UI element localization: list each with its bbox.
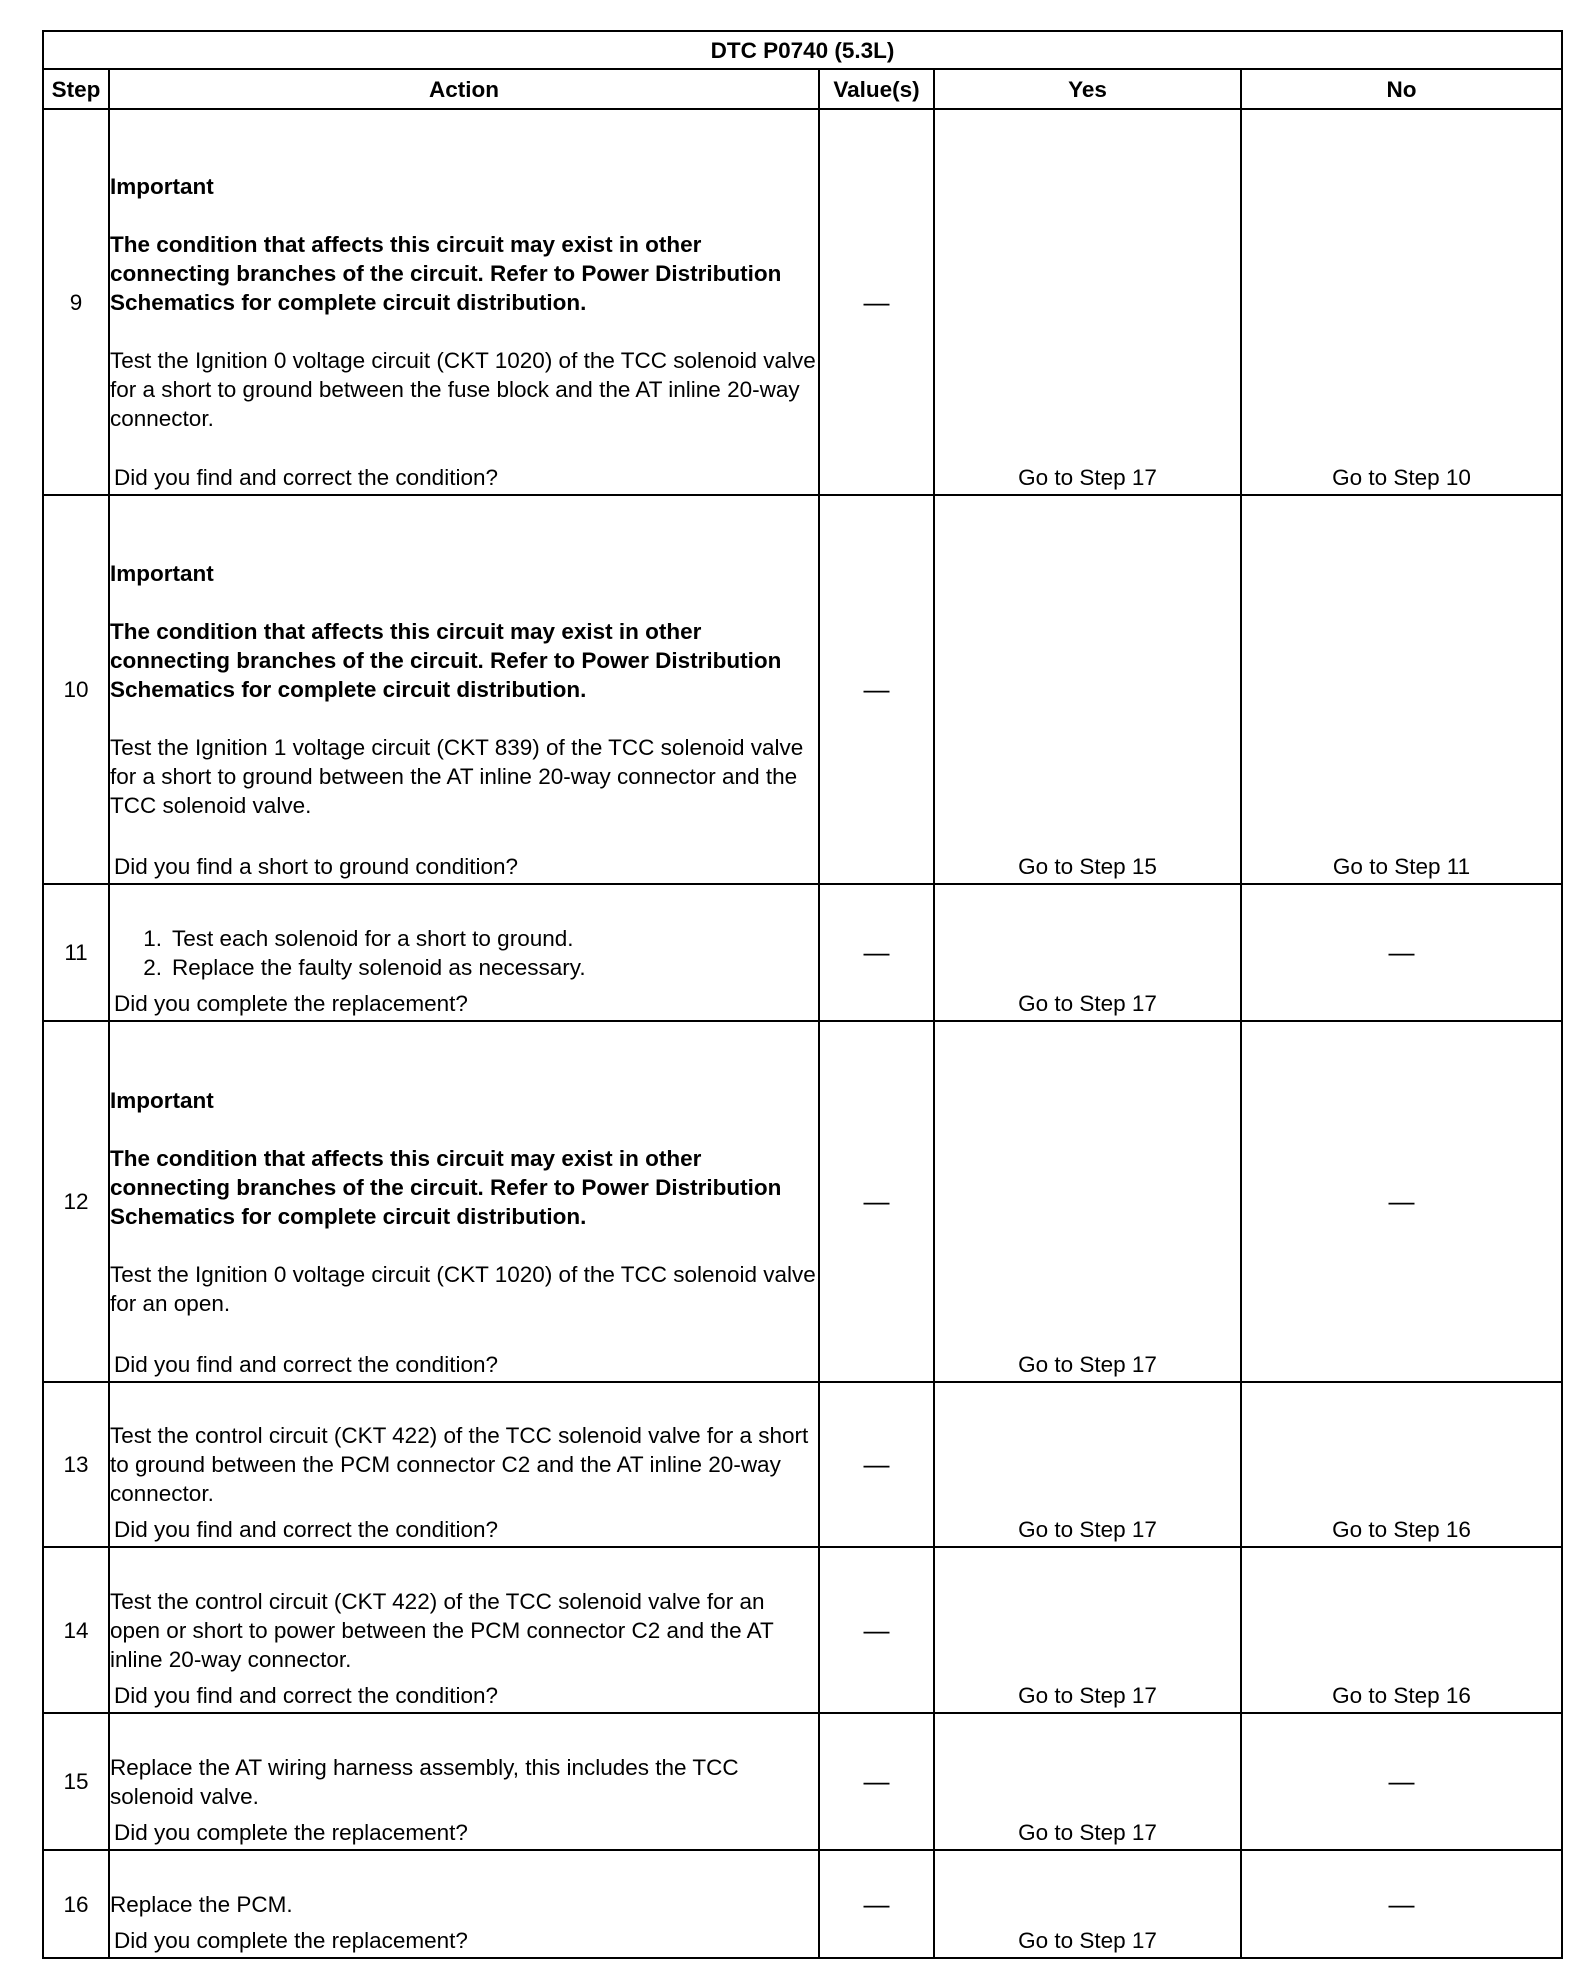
step-number: 15 bbox=[43, 1713, 109, 1850]
no-cell bbox=[1241, 109, 1562, 495]
important-text: The condition that affects this circuit may exist in other connecting branches of the circuit. Refer to Power Distribution Schematics for complete circuit distribution. bbox=[110, 1145, 782, 1229]
value-cell: — bbox=[819, 1713, 934, 1850]
action-cell bbox=[109, 1547, 819, 1713]
important-text: The condition that affects this circuit may exist in other connecting branches of the circuit. Refer to Power Distribution Schematics for complete circuit distribution. bbox=[110, 619, 782, 702]
action-question: Did you find and correct the condition? bbox=[114, 1517, 498, 1542]
step-number: 9 bbox=[43, 109, 109, 495]
list-item: 1. Test each solenoid for a short to ground. bbox=[143, 925, 574, 951]
action-text: Test the control circuit (CKT 422) of the TCC solenoid valve for a short to ground between the PCM connector C2 and the AT inline 20-way connector. bbox=[110, 1423, 809, 1506]
value-cell: — bbox=[819, 495, 934, 884]
step-number: 12 bbox=[43, 1021, 109, 1382]
col-header-action: Action bbox=[109, 69, 819, 109]
col-header-yes: Yes bbox=[934, 69, 1241, 109]
action-text: Replace the AT wiring harness assembly, this includes the TCC solenoid valve. bbox=[110, 1754, 739, 1809]
table-row bbox=[43, 1850, 1562, 1958]
action-cell bbox=[109, 109, 819, 495]
header-row bbox=[43, 69, 1562, 109]
no-cell: — bbox=[1241, 1850, 1562, 1958]
yes-link: Go to Step 15 bbox=[1018, 854, 1157, 879]
action-cell bbox=[109, 1713, 819, 1850]
table-row bbox=[43, 1713, 1562, 1850]
table-row bbox=[43, 1021, 1562, 1382]
no-cell bbox=[1241, 1547, 1562, 1713]
yes-cell bbox=[934, 1382, 1241, 1547]
value-cell: — bbox=[819, 1547, 934, 1713]
yes-link: Go to Step 17 bbox=[1018, 1928, 1157, 1953]
value-cell: — bbox=[819, 884, 934, 1021]
action-text: Test the Ignition 1 voltage circuit (CKT 839) of the TCC solenoid valve for a short to ground between the AT inline 20-way connector and the TCC solenoid valve. bbox=[110, 735, 804, 818]
yes-cell bbox=[934, 109, 1241, 495]
yes-cell bbox=[934, 1713, 1241, 1850]
action-question: Did you complete the replacement? bbox=[114, 1928, 468, 1953]
yes-cell bbox=[934, 1021, 1241, 1382]
table-row bbox=[43, 1382, 1562, 1547]
no-link: Go to Step 10 bbox=[1332, 465, 1471, 490]
table-row bbox=[43, 109, 1562, 495]
table-row bbox=[43, 495, 1562, 884]
yes-cell bbox=[934, 1547, 1241, 1713]
value-cell: — bbox=[819, 1382, 934, 1547]
action-cell bbox=[109, 1850, 819, 1958]
important-label: Important bbox=[110, 1087, 214, 1113]
important-label: Important bbox=[110, 561, 214, 586]
step-number: 13 bbox=[43, 1382, 109, 1547]
action-cell bbox=[109, 1382, 819, 1547]
yes-link: Go to Step 17 bbox=[1018, 1352, 1157, 1377]
yes-cell bbox=[934, 1850, 1241, 1958]
yes-cell bbox=[934, 884, 1241, 1021]
step-number: 11 bbox=[43, 884, 109, 1021]
action-cell bbox=[109, 495, 819, 884]
list-item: 2. Replace the faulty solenoid as necessary. bbox=[143, 954, 586, 980]
action-question: Did you find and correct the condition? bbox=[114, 465, 498, 490]
yes-link: Go to Step 17 bbox=[1018, 1820, 1157, 1845]
yes-cell bbox=[934, 495, 1241, 884]
action-text: Test the control circuit (CKT 422) of the TCC solenoid valve for an open or short to power between the PCM connector C2 and the AT inline 20-way connector. bbox=[110, 1588, 774, 1672]
step-number: 14 bbox=[43, 1547, 109, 1713]
action-question: Did you find and correct the condition? bbox=[114, 1683, 498, 1708]
important-text: The condition that affects this circuit may exist in other connecting branches of the circuit. Refer to Power Distribution Schematics for complete circuit distribution. bbox=[110, 231, 782, 315]
no-cell bbox=[1241, 1382, 1562, 1547]
yes-link: Go to Step 17 bbox=[1018, 465, 1157, 490]
action-text: Test the Ignition 0 voltage circuit (CKT 1020) of the TCC solenoid valve for an open. bbox=[110, 1261, 816, 1316]
col-header-no: No bbox=[1241, 69, 1562, 109]
action-text: Test the Ignition 0 voltage circuit (CKT 1020) of the TCC solenoid valve for a short to ground between the fuse block and the AT inline 20-way connector. bbox=[110, 347, 816, 431]
step-number: 10 bbox=[43, 495, 109, 884]
no-cell: — bbox=[1241, 1021, 1562, 1382]
col-header-values: Value(s) bbox=[819, 69, 934, 109]
value-cell: — bbox=[819, 109, 934, 495]
col-header-step: Step bbox=[43, 69, 109, 109]
numbered-list bbox=[110, 924, 818, 982]
action-text: Replace the PCM. bbox=[110, 1891, 293, 1917]
yes-link: Go to Step 17 bbox=[1018, 991, 1157, 1016]
action-cell bbox=[109, 1021, 819, 1382]
no-cell bbox=[1241, 495, 1562, 884]
yes-link: Go to Step 17 bbox=[1018, 1517, 1157, 1542]
action-question: Did you find and correct the condition? bbox=[114, 1352, 498, 1377]
no-cell: — bbox=[1241, 884, 1562, 1021]
value-cell: — bbox=[819, 1021, 934, 1382]
table-row bbox=[43, 884, 1562, 1021]
table-title: DTC P0740 (5.3L) bbox=[43, 31, 1562, 69]
no-link: Go to Step 16 bbox=[1332, 1683, 1471, 1708]
action-cell bbox=[109, 884, 819, 1021]
no-link: Go to Step 16 bbox=[1332, 1517, 1471, 1542]
no-link: Go to Step 11 bbox=[1332, 854, 1471, 879]
value-cell: — bbox=[819, 1850, 934, 1958]
action-question: Did you complete the replacement? bbox=[114, 991, 468, 1016]
yes-link: Go to Step 17 bbox=[1018, 1683, 1157, 1708]
dtc-table bbox=[42, 30, 1563, 1959]
step-number: 16 bbox=[43, 1850, 109, 1958]
no-cell: — bbox=[1241, 1713, 1562, 1850]
important-label: Important bbox=[110, 173, 214, 199]
action-question: Did you find a short to ground condition? bbox=[114, 854, 519, 879]
action-question: Did you complete the replacement? bbox=[114, 1820, 468, 1845]
table-row bbox=[43, 1547, 1562, 1713]
